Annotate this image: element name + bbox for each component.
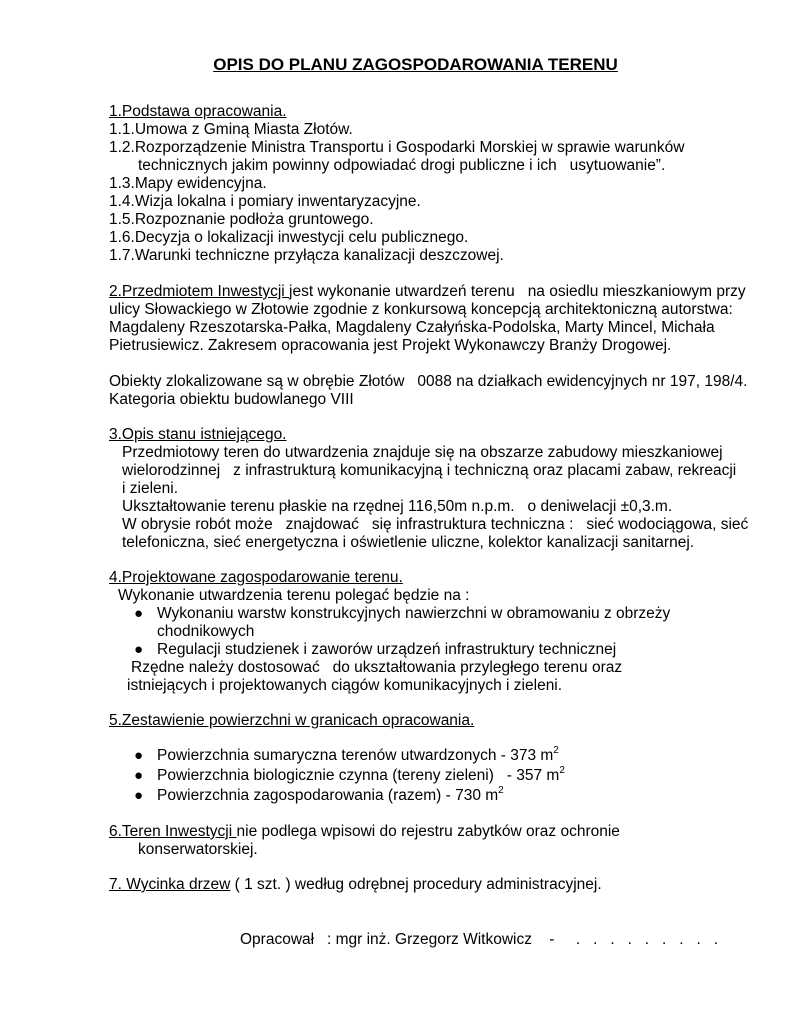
bullet-icon: ●	[134, 787, 144, 804]
s5-bullet-2	[157, 764, 565, 785]
s2-line-1-text: jest wykonanie utwardzeń terenu na osiedlu mieszkaniowym przy	[289, 283, 746, 300]
s3-line-2: wielorodzinnej z infrastrukturą komunikacyjną i techniczną oraz placami zabaw, rekreacji	[122, 462, 737, 479]
superscript-2: 2	[553, 744, 559, 756]
section-5-heading: 5.Zestawienie powierzchni w granicach opracowania.	[109, 712, 475, 729]
s1-item-7: 1.7.Warunki techniczne przyłącza kanalizacji deszczowej.	[109, 247, 504, 264]
s4-bullet-2: Regulacji studzienek i zaworów urządzeń infrastruktury technicznej	[157, 641, 617, 658]
s6-line-1	[109, 823, 620, 841]
s4-line-2: Rzędne należy dostosować do ukształtowania przyległego terenu oraz	[131, 659, 623, 676]
s4-bullet-1-cont: chodnikowych	[157, 623, 255, 640]
s6-line-1-text: nie podlega wpisowi do rejestru zabytków oraz ochronie	[236, 823, 620, 840]
s4-bullet-1: Wykonaniu warstw konstrukcyjnych nawierzchni w obramowaniu z obrzeży	[157, 605, 671, 622]
s5-bullet-3	[157, 784, 504, 805]
s3-line-5: W obrysie robót może znajdować się infrastruktura techniczna : sieć wodociągowa, sieć	[122, 516, 749, 533]
s2-line-4: Pietrusiewicz. Zakresem opracowania jest Projekt Wykonawczy Branży Drogowej.	[109, 337, 672, 354]
section-7-heading: 7. Wycinka drzew	[109, 876, 231, 893]
section-6-heading: 6.Teren Inwestycji	[109, 823, 237, 840]
s6-line-2: konserwatorskiej.	[138, 841, 258, 858]
bullet-icon: ●	[134, 641, 144, 658]
s3-line-6: telefoniczna, sieć energetyczna i oświetlenie uliczne, kolektor kanalizacji sanitarnej.	[122, 534, 695, 551]
s5-bullet-1	[157, 744, 559, 765]
section-2-heading: 2.Przedmiotem Inwestycji	[109, 283, 290, 300]
s1-item-1: 1.1.Umowa z Gminą Miasta Złotów.	[109, 121, 353, 138]
author-signature-line: Opracował : mgr inż. Grzegorz Witkowicz - . . . . . . . . .	[240, 931, 719, 948]
s1-item-2: 1.2.Rozporządzenie Ministra Transportu i Gospodarki Morskiej w sprawie warunków	[109, 139, 685, 156]
s1-item-2-cont: technicznych jakim powinny odpowiadać drogi publiczne i ich usytuowanie”.	[138, 157, 666, 174]
s7-line	[109, 876, 602, 894]
s5-bullet-2-text: Powierzchnia biologicznie czynna (tereny zieleni) - 357 m	[157, 767, 560, 784]
superscript-2: 2	[498, 784, 504, 796]
bullet-icon: ●	[134, 605, 144, 622]
s1-item-6: 1.6.Decyzja o lokalizacji inwestycji celu publicznego.	[109, 229, 469, 246]
s3-line-4: Ukształtowanie terenu płaskie na rzędnej 116,50m n.p.m. o deniwelacji ±0,3.m.	[122, 498, 673, 515]
section-4-heading: 4.Projektowane zagospodarowanie terenu.	[109, 569, 403, 586]
s2-line-5: Obiekty zlokalizowane są w obrębie Złotów 0088 na działkach ewidencyjnych nr 197, 198/4.	[109, 373, 748, 390]
s2-line-1	[109, 283, 746, 301]
bullet-icon: ●	[134, 767, 144, 784]
s7-line-text: ( 1 szt. ) według odrębnej procedury administracyjnej.	[230, 876, 602, 893]
s1-item-5: 1.5.Rozpoznanie podłoża gruntowego.	[109, 211, 374, 228]
s1-item-4: 1.4.Wizja lokalna i pomiary inwentaryzacyjne.	[109, 193, 421, 210]
s4-line-3: istniejących i projektowanych ciągów komunikacyjnych i zieleni.	[127, 677, 563, 694]
s3-line-3: i zieleni.	[122, 480, 178, 497]
s5-bullet-3-text: Powierzchnia zagospodarowania (razem) - 730 m	[157, 787, 499, 804]
s2-line-2: ulicy Słowackiego w Złotowie zgodnie z konkursową koncepcją architektoniczną autorstwa:	[109, 301, 733, 318]
section-3-heading: 3.Opis stanu istniejącego.	[109, 426, 287, 443]
superscript-2: 2	[559, 764, 565, 776]
bullet-icon: ●	[134, 747, 144, 764]
document-title: OPIS DO PLANU ZAGOSPODAROWANIA TERENU	[213, 55, 618, 74]
s3-line-1: Przedmiotowy teren do utwardzenia znajduje się na obszarze zabudowy mieszkaniowej	[122, 444, 723, 461]
s5-bullet-1-text: Powierzchnia sumaryczna terenów utwardzonych - 373 m	[157, 747, 554, 764]
s1-item-3: 1.3.Mapy ewidencyjna.	[109, 175, 267, 192]
s2-line-3: Magdaleny Rzeszotarska-Pałka, Magdaleny Czałyńska-Podolska, Marty Mincel, Michała	[109, 319, 715, 336]
s4-line-1: Wykonanie utwardzenia terenu polegać będzie na :	[118, 587, 470, 604]
section-1-heading: 1.Podstawa opracowania.	[109, 103, 287, 120]
s2-line-6: Kategoria obiektu budowlanego VIII	[109, 391, 354, 408]
